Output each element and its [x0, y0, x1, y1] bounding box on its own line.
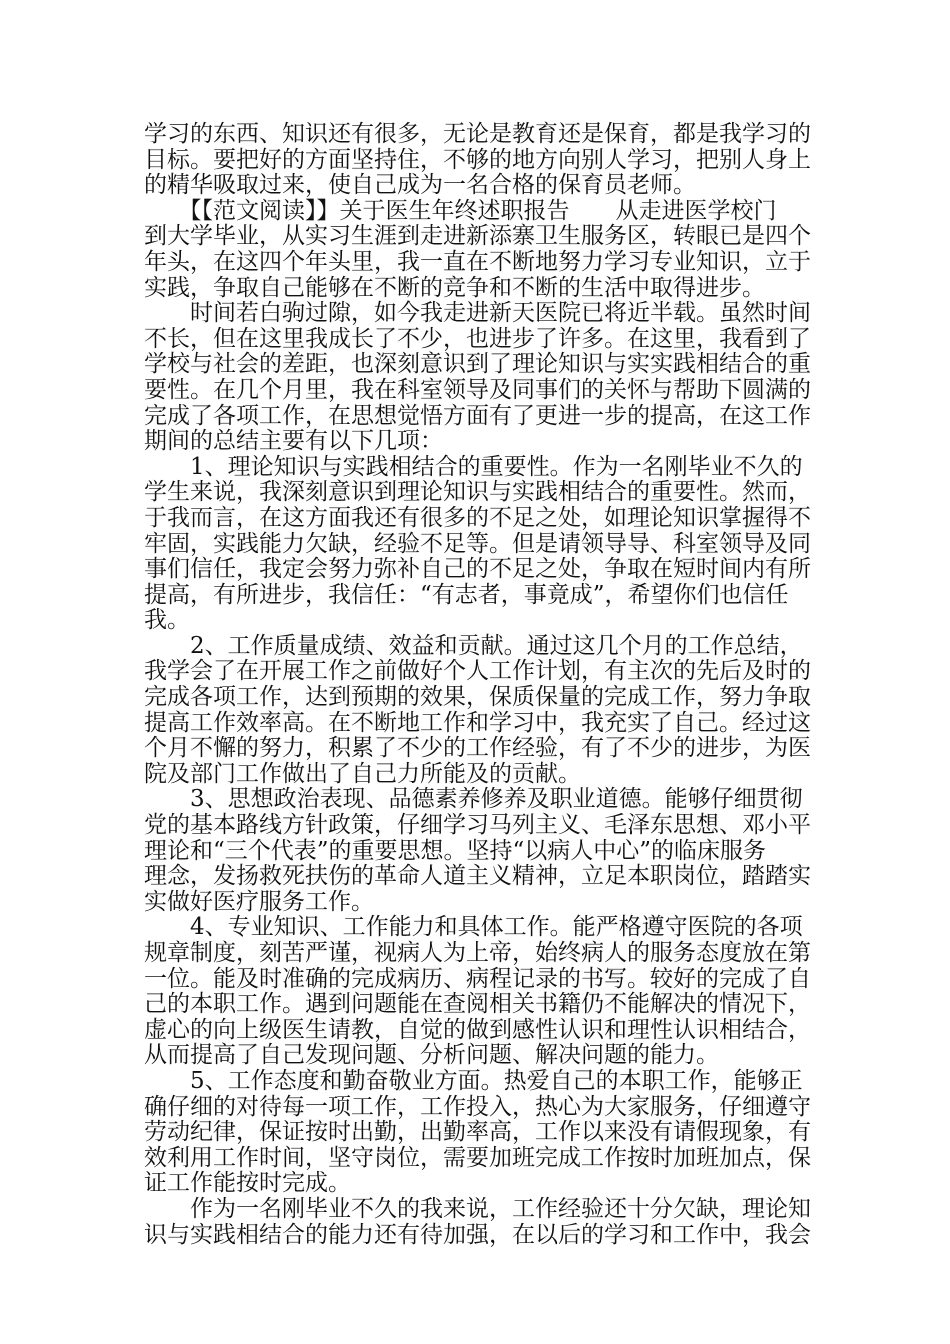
text-line: 我。 — [144, 607, 190, 634]
text-line: 期间的总结主要有以下几项： — [144, 428, 443, 455]
text-line: 提高工作效率高。在不断地工作和学习中，我充实了自己。经过这 — [144, 709, 811, 736]
text-line: 劳动纪律，保证按时出勤，出勤率高，工作以来没有请假现象，有 — [144, 1119, 811, 1146]
text-line: 完成各项工作，达到预期的效果，保质保量的完成工作，努力争取 — [144, 684, 811, 711]
text-line: 1、理论知识与实践相结合的重要性。作为一名刚毕业不久的 — [144, 453, 803, 480]
paragraph-overview — [144, 300, 811, 455]
text-line: 牢固，实践能力欠缺，经验不足等。但是请领导导、科室领导及同 — [144, 530, 811, 557]
text-line: 确仔细的对待每一项工作，工作投入，热心为大家服务，仔细遵守 — [144, 1093, 811, 1120]
text-line: 实做好医疗服务工作。 — [144, 888, 374, 915]
text-line: 时间若白驹过隙，如今我走进新天医院已将近半载。虽然时间 — [144, 300, 811, 327]
text-line: 己的本职工作。遇到问题能在查阅相关书籍仍不能解决的情况下， — [144, 991, 811, 1018]
text-line: 规章制度，刻苦严谨，视病人为上帝，始终病人的服务态度放在第 — [144, 940, 811, 966]
paragraph-item-3 — [144, 786, 811, 915]
text-line: 理论和“三个代表”的重要思想。坚持“以病人中心”的临床服务 — [144, 837, 767, 864]
text-line: 学生来说，我深刻意识到理论知识与实践相结合的重要性。然而， — [144, 479, 811, 506]
paragraph-intro-end — [144, 121, 811, 199]
text-line: 要性。在几个月里，我在科室领导及同事们的关怀与帮助下圆满的 — [144, 376, 811, 403]
text-line: 目标。要把好的方面坚持住，不够的地方向别人学习，把别人身上 — [144, 146, 811, 173]
paragraph-report-title — [144, 197, 811, 301]
text-line: 效利用工作时间，坚守岗位，需要加班完成工作按时加班加点，保 — [144, 1144, 811, 1171]
text-line: 证工作能按时完成。 — [144, 1170, 351, 1197]
text-line: 4、专业知识、工作能力和具体工作。能严格遵守医院的各项 — [144, 914, 803, 941]
paragraph-conclusion — [144, 1195, 811, 1248]
text-line: 【【范文阅读】】关于医生年终述职报告 从走进医学校门 — [144, 197, 777, 224]
text-line: 不长，但在这里我成长了不少，也进步了许多。在这里，我看到了 — [144, 325, 811, 352]
paragraph-item-4 — [144, 914, 811, 1069]
text-line: 提高，有所进步，我信任：“有志者，事竟成”，希望你们也信任 — [144, 581, 789, 608]
text-line: 事们信任，我定会努力弥补自己的不足之处，争取在短时间内有所 — [144, 556, 811, 583]
text-line: 的精华吸取过来，使自己成为一名合格的保育员老师。 — [144, 172, 696, 199]
text-line: 一位。能及时准确的完成病历、病程记录的书写。较好的完成了自 — [144, 965, 811, 992]
paragraph-item-1 — [144, 453, 811, 634]
paragraph-item-2 — [144, 632, 811, 788]
text-line: 年头，在这四个年头里，我一直在不断地努力学习专业知识，立于 — [144, 248, 811, 275]
text-line: 学习的东西、知识还有很多，无论是教育还是保育，都是我学习的 — [144, 121, 811, 147]
text-line: 识与实践相结合的能力还有待加强，在以后的学习和工作中，我会 — [144, 1221, 811, 1248]
text-line: 我学会了在开展工作之前做好个人工作计划，有主次的先后及时的 — [144, 658, 811, 685]
text-line: 完成了各项工作，在思想觉悟方面有了更进一步的提高，在这工作 — [144, 402, 811, 429]
text-line: 5、工作态度和勤奋敬业方面。热爱自己的本职工作，能够正 — [144, 1067, 803, 1094]
text-line: 作为一名刚毕业不久的我来说，工作经验还十分欠缺，理论知 — [144, 1195, 811, 1222]
text-line: 从而提高了自己发现问题、分析问题、解决问题的能力。 — [144, 1042, 719, 1069]
text-line: 理念，发扬救死扶伤的革命人道主义精神，立足本职岗位，踏踏实 — [144, 863, 811, 890]
text-line: 到大学毕业，从实习生涯到走进新添寨卫生服务区，转眼已是四个 — [144, 223, 811, 250]
text-line: 于我而言，在这方面我还有很多的不足之处，如理论知识掌握得不 — [144, 504, 811, 531]
text-line: 2、工作质量成绩、效益和贡献。通过这几个月的工作总结， — [144, 632, 803, 659]
paragraph-item-5 — [144, 1067, 811, 1197]
text-line: 3、思想政治表现、品德素养修养及职业道德。能够仔细贯彻 — [144, 786, 803, 813]
text-line: 党的基本路线方针政策，仔细学习马列主义、毛泽东思想、邓小平 — [144, 812, 811, 839]
text-line: 个月不懈的努力，积累了不少的工作经验，有了不少的进步，为医 — [144, 735, 811, 762]
text-line: 实践，争取自己能够在不断的竞争和不断的生活中取得进步。 — [144, 274, 765, 301]
text-line: 院及部门工作做出了自己力所能及的贡献。 — [144, 760, 581, 787]
text-line: 虚心的向上级医生请教，自觉的做到感性认识和理性认识相结合， — [144, 1016, 811, 1043]
document-page — [144, 121, 811, 1248]
text-line: 学校与社会的差距，也深刻意识到了理论知识与实实践相结合的重 — [144, 351, 811, 378]
